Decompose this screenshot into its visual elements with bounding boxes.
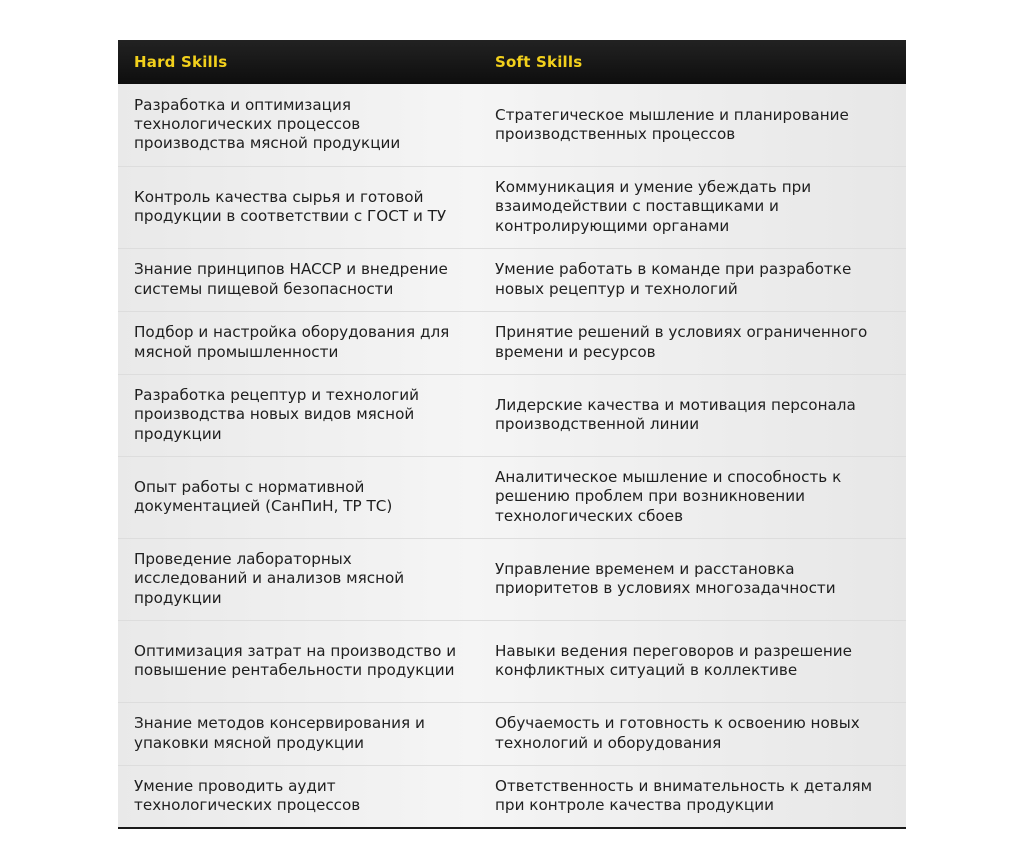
table-header-row (118, 40, 906, 84)
header-soft-skills: Soft Skills (495, 53, 583, 71)
soft-skill-cell: Навыки ведения переговоров и разрешение конфликтных ситуаций в коллективе (495, 641, 853, 679)
hard-skill-cell: Умение проводить аудит технологических процессов (134, 777, 361, 815)
soft-skill-cell: Принятие решений в условиях ограниченного времени и ресурсов (495, 323, 868, 361)
table-row (118, 248, 906, 311)
hard-skill-cell: Оптимизация затрат на производство и повышение рентабельности продукции (134, 641, 457, 679)
header-hard-skills: Hard Skills (134, 53, 228, 71)
soft-skill-cell: Управление временем и расстановка приоритетов в условиях многозадачности (495, 559, 836, 597)
skills-table (118, 40, 906, 829)
hard-skill-cell: Опыт работы с нормативной документацией (СанПиН, ТР ТС) (134, 477, 393, 515)
soft-skill-cell: Лидерские качества и мотивация персонала производственной линии (495, 395, 856, 433)
hard-skill-cell: Подбор и настройка оборудования для мясной промышленности (134, 323, 450, 361)
soft-skill-cell: Умение работать в команде при разработке новых рецептур и технологий (495, 260, 852, 298)
hard-skill-cell: Разработка и оптимизация технологических процессов производства мясной продукции (134, 95, 401, 153)
table-row (118, 374, 906, 456)
soft-skill-cell: Коммуникация и умение убеждать при взаимодействии с поставщиками и контролирующими органами (495, 178, 812, 235)
soft-skill-cell: Обучаемость и готовность к освоению новых технологий и оборудования (495, 714, 860, 752)
table-row (118, 456, 906, 538)
hard-skill-cell: Проведение лабораторных исследований и анализов мясной продукции (134, 550, 405, 607)
table-row (118, 538, 906, 620)
table-row (118, 311, 906, 374)
hard-skill-cell: Контроль качества сырья и готовой продукции в соответствии с ГОСТ и ТУ (134, 187, 447, 225)
hard-skill-cell: Знание методов консервирования и упаковки мясной продукции (134, 714, 425, 752)
table-row (118, 620, 906, 702)
hard-skill-cell: Разработка рецептур и технологий производства новых видов мясной продукции (134, 386, 420, 443)
table-row (118, 702, 906, 765)
soft-skill-cell: Стратегическое мышление и планирование производственных процессов (495, 105, 849, 143)
table-row (118, 84, 906, 166)
skills-table-container (118, 40, 906, 829)
hard-skill-cell: Знание принципов HACCP и внедрение системы пищевой безопасности (134, 260, 448, 298)
soft-skill-cell: Аналитическое мышление и способность к решению проблем при возникновении технологических сбоев (495, 468, 842, 525)
table-row (118, 765, 906, 828)
soft-skill-cell: Ответственность и внимательность к деталям при контроле качества продукции (495, 777, 873, 815)
table-row (118, 166, 906, 248)
